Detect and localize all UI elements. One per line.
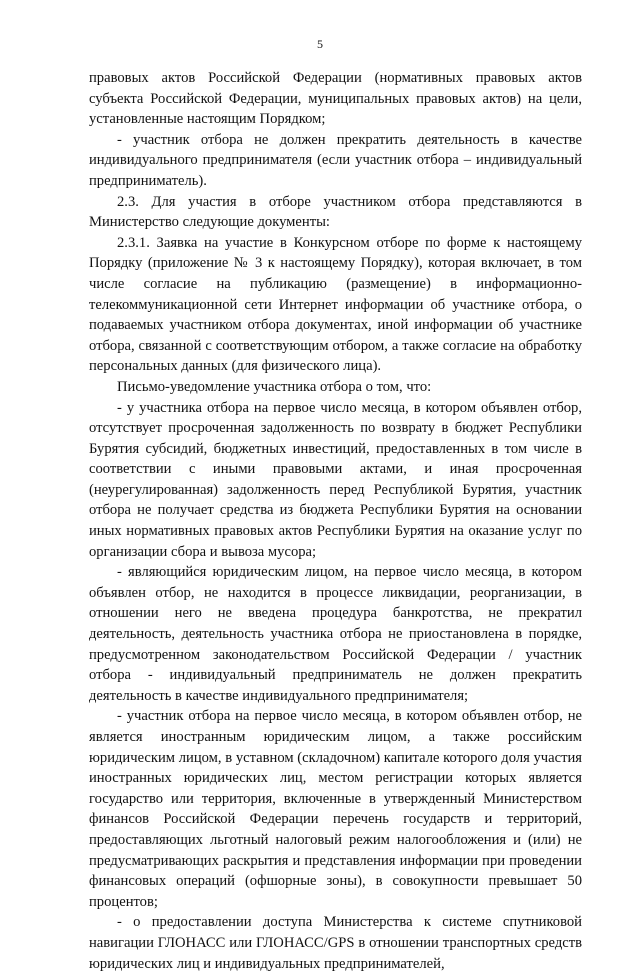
paragraph-not-in-liquidation: - являющийся юридическим лицом, на первое число месяца, в котором объявлен отбор, не находится в процессе ликвидации, реорганизации, в отношении него не введена процедура банкротства, не прекратил деятельность, деятельность участника отбора не приостановлена в порядке, предусмотренном законодательством Российской Федерации / участник отбора - индивидуальный предприниматель не должен прекратить деятельность в качестве индивидуального предпринимателя; <box>89 564 582 704</box>
paragraph-2-3-1: 2.3.1. Заявка на участие в Конкурсном отборе по форме к настоящему Порядку (приложение № 3 к настоящему Порядку), которая включает, в том числе согласие на публикацию (размещение) в информационно-телекоммуникационной сети Интернет информации об участнике отбора, о подаваемых участником отбора документах, иной информации об участнике отбора, связанной с соответствующим отбором, а также согласие на обработку персональных данных (для физического лица). <box>89 234 582 375</box>
page-number: 5 <box>317 37 323 51</box>
paragraph-entrepreneur-condition: - участник отбора не должен прекратить деятельность в качестве индивидуального предпринимателя (если участник отбора – индивидуальный предприниматель). <box>89 131 582 189</box>
paragraph-legal-acts-continuation: правовых актов Российской Федерации (нормативных правовых актов субъекта Российской Федерации, муниципальных правовых актов) на цели, установленные настоящим Порядком; <box>89 70 582 128</box>
paragraph-2-3: 2.3. Для участия в отборе участником отбора представляются в Министерство следующие документы: <box>89 193 582 231</box>
paragraph-notification-letter: Письмо-уведомление участника отбора о том, что: <box>117 378 432 395</box>
document-body <box>89 68 582 974</box>
paragraph-not-foreign-entity: - участник отбора на первое число месяца, в котором объявлен отбор, не является иностранным юридическим лицом, а также российским юридическим лицом, в уставном (складочном) капитале которого доля участия иностранных юридических лиц, местом регистрации которых является государство или территория, включенные в утвержденный Министерством финансов Российской Федерации перечень государств и территорий, предоставляющих льготный налоговый режим налогообложения и (или) не предусматривающих раскрытия и представления информации при проведении финансовых операций (офшорные зоны), в совокупности превышает 50 процентов; <box>89 708 582 910</box>
paragraph-glonass-access: - о предоставлении доступа Министерства к системе спутниковой навигации ГЛОНАСС или ГЛОНАСС/GPS в отношении транспортных средств юридических лиц и индивидуальных предпринимателей, <box>89 914 582 972</box>
paragraph-no-overdue-debt: - у участника отбора на первое число месяца, в котором объявлен отбор, отсутствует просроченная задолженность по возврату в бюджет Республики Бурятия субсидий, бюджетных инвестиций, предоставленных в том числе в соответствии с иными правовыми актами, и иная просроченная (неурегулированная) задолженность перед Республикой Бурятия, участник отбора не получает средства из бюджета Республики Бурятия на основании иных нормативных правовых актов Республики Бурятия на оказание услуг по организации сбора и вывоза мусора; <box>89 399 582 560</box>
